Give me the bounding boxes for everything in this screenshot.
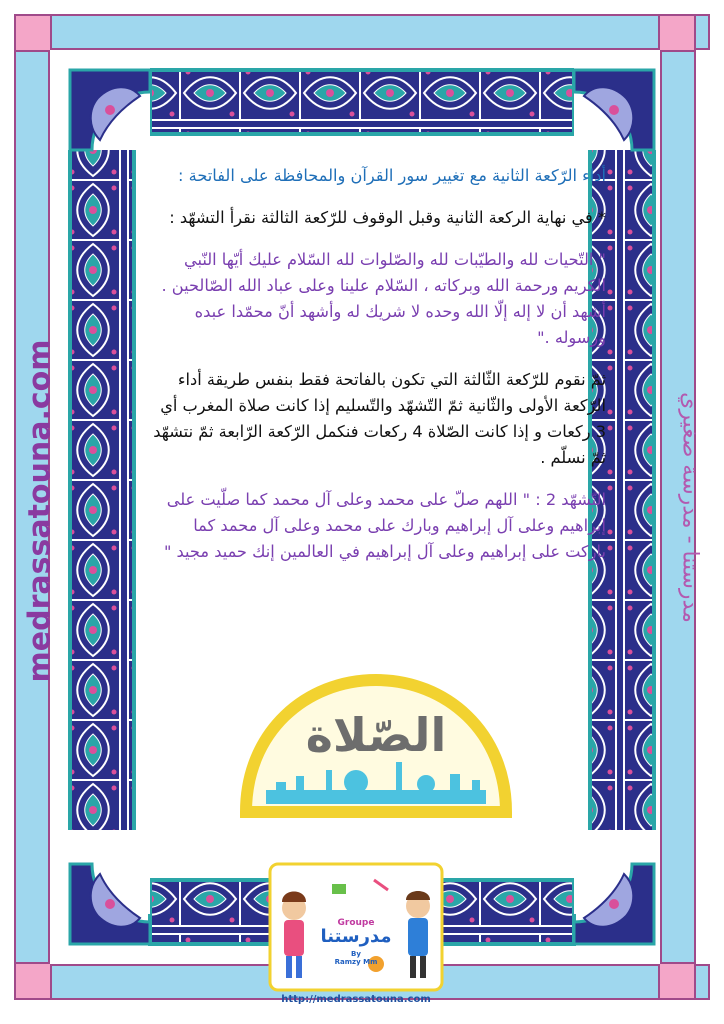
footer-by	[326, 950, 386, 966]
watermark-left: medrassatouna.com	[22, 339, 58, 683]
paragraph-tashahhud-2: التّشهّد 2 : " اللهم صلّ على محمد وعلى آل محمد كما صلّيت على إبراهيم وعلى آل إبراهيم وبارك على محمد وعلى آل محمد كما باركت على إبراهيم وعلى آل إبراهيم في العالمين إنك حميد مجيد "	[163, 490, 606, 561]
corner-rosette-bottom-right	[574, 830, 658, 944]
footer-group-name: مدرستنا	[320, 926, 392, 947]
salat-logo	[236, 672, 516, 822]
paragraph-tashahhud-intro: * في نهاية الركعة الثانية وقبل الوقوف للرّكعة الثالثة نقرأ التشهّد :	[169, 208, 606, 227]
footer-logo	[266, 860, 446, 1010]
paragraph-third-rakaa: ثمّ نقوم للرّكعة الثّالثة التي تكون بالفاتحة فقط بنفس طريقة أداء الرّكعة الأولى والثّانية ثمّ التّشهّد والتّسليم إذا كانت صلاة المغرب أي 3 ركعات و إذا كانت الصّلاة 4 ركعات فنكمل الرّكعة الرّابعة ثمّ نتشهّد ثمّ نسلّم .	[153, 370, 606, 467]
lesson-content	[150, 163, 606, 581]
corner-rosette-bottom-left	[66, 830, 150, 944]
watermark-right: مدرستنا - مدرسة صغيري	[677, 392, 703, 623]
footer-by-word: By	[351, 950, 361, 958]
footer-url[interactable]: http://medrassatouna.com	[281, 994, 431, 1005]
paragraph-intro: أداء الرّكعة الثانية مع تغيير سور القرآن والمحافظة على الفاتحة :	[178, 166, 606, 185]
paragraph-tashahhud-text: " التّحيات لله والطيّبات لله والصّلوات لله السّلام عليك أيّها النّبي الكريم ورحمة الله وبركاته ، السّلام علينا وعلى عباد الله الصّالحين . أشهد أن لا إله إلّا الله وحده لا شريك له وأشهد أنّ محمّدا عبده ورسوله ."	[161, 250, 606, 347]
corner-rosette-top-left	[66, 66, 150, 150]
footer-author: Ramzy Mm	[334, 958, 378, 966]
paper-plane-icon	[332, 884, 346, 894]
salat-logo-title: الصّلاة	[305, 708, 447, 762]
footer-group-label: Groupe	[337, 918, 375, 928]
corner-rosette-top-right	[574, 66, 658, 150]
